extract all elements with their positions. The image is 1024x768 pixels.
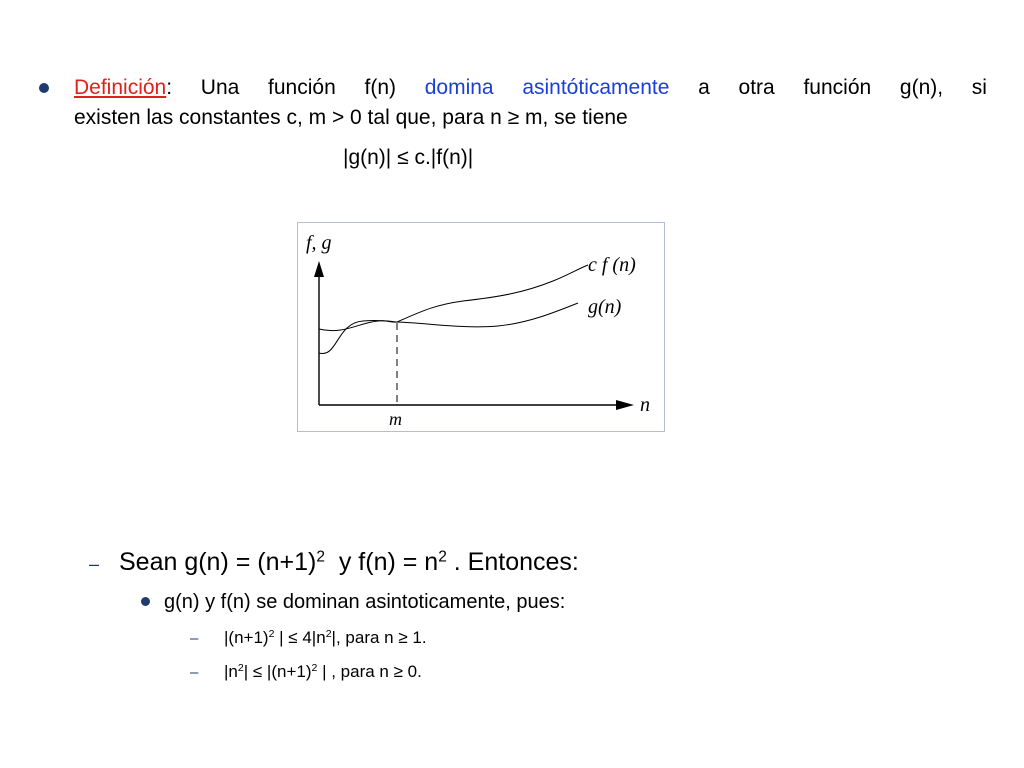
dash-icon: – bbox=[89, 554, 100, 574]
curve-g-label: g(n) bbox=[588, 296, 622, 318]
definition-line-2: existen las constantes c, m > 0 tal que, para n ≥ m, se tiene bbox=[74, 106, 628, 129]
y-axis-label: f, g bbox=[306, 232, 332, 254]
item-1-part1: |(n+1) bbox=[224, 628, 269, 647]
example-heading-part3: . Entonces: bbox=[446, 548, 579, 576]
y-axis-arrow-icon bbox=[314, 261, 324, 277]
item-2-part1: |n bbox=[224, 662, 238, 681]
definition-text-before: Una función f(n) bbox=[172, 76, 425, 99]
definition-colon: : bbox=[166, 76, 173, 99]
dash-icon: – bbox=[190, 630, 199, 647]
asymptotic-figure bbox=[297, 222, 665, 432]
curve-cf bbox=[319, 265, 588, 353]
definition-paragraph bbox=[74, 73, 987, 133]
bullet-icon bbox=[141, 597, 150, 606]
curve-cf-label: c f (n) bbox=[588, 254, 636, 276]
x-axis-label: n bbox=[640, 394, 650, 416]
example-heading bbox=[119, 546, 579, 578]
m-label: m bbox=[389, 409, 402, 429]
item-2-exp1: 2 bbox=[237, 662, 244, 675]
definition-term: Definición bbox=[74, 76, 167, 99]
x-axis-arrow-icon bbox=[616, 400, 634, 410]
bullet-icon bbox=[39, 83, 49, 93]
definition-formula: |g(n)| ≤ c.|f(n)| bbox=[343, 146, 474, 169]
curve-g bbox=[319, 303, 578, 331]
example-heading-exp1: 2 bbox=[316, 548, 325, 566]
example-item-1 bbox=[224, 626, 427, 650]
item-2-part3: | , para n ≥ 0. bbox=[317, 662, 422, 681]
item-1-exp1: 2 bbox=[268, 628, 275, 641]
item-2-exp2: 2 bbox=[311, 662, 318, 675]
example-heading-part1: Sean g(n) = (n+1) bbox=[119, 548, 317, 576]
item-1-part3: |, para n ≥ 1. bbox=[331, 628, 427, 647]
example-heading-exp2: 2 bbox=[438, 548, 447, 566]
definition-text-after: a otra función g(n), si bbox=[669, 76, 987, 99]
example-point: g(n) y f(n) se dominan asintoticamente, pues: bbox=[164, 591, 566, 613]
item-1-exp2: 2 bbox=[325, 628, 332, 641]
definition-highlight: domina asintóticamente bbox=[424, 76, 670, 99]
example-heading-part2: y f(n) = n bbox=[324, 548, 439, 576]
dash-icon: – bbox=[190, 664, 199, 681]
asymptotic-plot bbox=[298, 223, 664, 431]
item-2-part2: | ≤ |(n+1) bbox=[243, 662, 312, 681]
definition-line-1 bbox=[74, 73, 987, 103]
item-1-part2: | ≤ 4|n bbox=[274, 628, 326, 647]
example-item-2 bbox=[224, 660, 422, 684]
